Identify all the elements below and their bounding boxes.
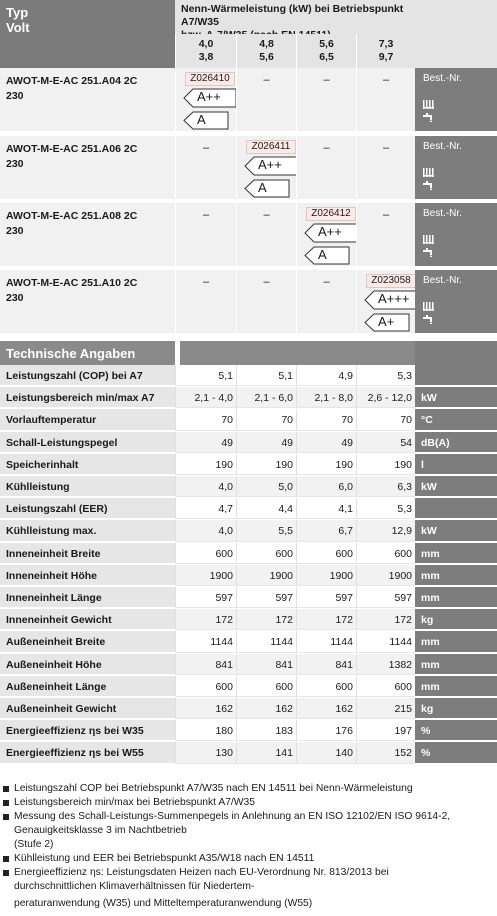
tech-row-value: 162	[296, 698, 356, 719]
tech-row-value: 176	[296, 720, 356, 741]
product-power-cell	[296, 136, 356, 201]
energy-arrow-icon	[183, 111, 229, 130]
cool-class: A	[258, 180, 267, 195]
energy-arrow-cool	[364, 313, 410, 337]
faucet-icon	[423, 181, 435, 190]
tech-row-value: 6,0	[296, 476, 356, 497]
power-column-3	[356, 34, 415, 68]
product-power-cell	[175, 270, 236, 335]
footnote-line: (Stufe 2)	[14, 839, 54, 850]
tech-row-unit: mm	[415, 654, 497, 675]
tech-row-value: 180	[175, 720, 236, 741]
product-name: AWOT-M-E-AC 251.A04 2C	[6, 75, 138, 87]
radiator-icon	[423, 235, 435, 244]
tech-row-unit: %	[415, 742, 497, 763]
tech-row-value: 600	[175, 676, 236, 697]
energy-arrow-heat	[244, 156, 298, 181]
tech-row-value: 4,1	[296, 498, 356, 519]
tech-row-label: Außeneinheit Breite	[0, 631, 175, 652]
tech-row-label: Leistungsbereich min/max A7	[0, 387, 175, 408]
empty-dash: –	[323, 142, 330, 154]
tech-row-value: 49	[236, 432, 296, 453]
tech-row-label: Leistungszahl (EER)	[0, 498, 175, 519]
energy-arrow-heat	[304, 223, 358, 248]
tech-row-value: 600	[356, 543, 415, 564]
tech-row-value: 1144	[356, 631, 415, 652]
tech-row-value: 152	[356, 742, 415, 763]
tech-row-value: 4,4	[236, 498, 296, 519]
tech-row-value: 70	[356, 409, 415, 430]
heat-class: A++	[318, 224, 342, 239]
empty-dash: –	[323, 74, 330, 86]
product-name-cell	[0, 203, 175, 268]
radiator-icon	[423, 302, 435, 311]
tech-row-value: 600	[236, 543, 296, 564]
heat-class: A++	[197, 89, 221, 104]
tech-row-value: 4,7	[175, 498, 236, 519]
tech-row-value: 1900	[175, 565, 236, 586]
product-name: AWOT-M-E-AC 251.A10 2C	[6, 277, 138, 289]
energy-arrow-cool	[304, 246, 350, 270]
tech-row-value: 172	[175, 609, 236, 630]
radiator-icon	[423, 100, 435, 109]
product-power-cell	[236, 203, 296, 268]
cool-class: A	[318, 247, 327, 262]
product-power-cell	[175, 136, 236, 201]
tech-row-label: Leistungszahl (COP) bei A7	[0, 365, 175, 386]
tech-row-label: Inneneinheit Höhe	[0, 565, 175, 586]
tech-row-value: 5,3	[356, 498, 415, 519]
power-top: 4,8	[259, 38, 274, 50]
bullet-square-icon	[3, 814, 9, 820]
power-column-1	[236, 34, 296, 68]
power-bottom: 6,5	[319, 51, 334, 63]
tech-row-label: Außeneinheit Höhe	[0, 654, 175, 675]
cool-class: A+	[378, 314, 395, 329]
tech-row-value: 54	[356, 432, 415, 453]
tech-row-unit	[415, 498, 497, 519]
tech-row-unit: mm	[415, 676, 497, 697]
tech-row-value: 190	[356, 454, 415, 475]
product-power-cell	[236, 270, 296, 335]
faucet-icon	[423, 248, 435, 257]
order-code: Z026412	[306, 207, 356, 221]
tech-row-value: 5,5	[236, 520, 296, 541]
tech-row-value: 141	[236, 742, 296, 763]
tech-row-unit: kW	[415, 387, 497, 408]
tech-row-unit: dB(A)	[415, 432, 497, 453]
tech-row-value: 1144	[296, 631, 356, 652]
order-code: Z026410	[185, 72, 235, 86]
tech-row-value: 5,0	[236, 476, 296, 497]
tech-row-unit: kg	[415, 698, 497, 719]
product-power-cell	[296, 203, 356, 268]
tech-row-value: 12,9	[356, 520, 415, 541]
tech-row-label: Inneneinheit Gewicht	[0, 609, 175, 630]
tech-row-value: 597	[236, 587, 296, 608]
tech-row-value: 215	[356, 698, 415, 719]
product-volt: 230	[6, 225, 24, 237]
product-volt: 230	[6, 90, 24, 102]
product-power-cell	[356, 68, 415, 133]
tech-row-value: 600	[236, 676, 296, 697]
footnote-line: Messung des Schall-Leistungs-Summenpegels in Anlehnung an EN ISO 12102/EN ISO 9614-2,	[14, 811, 451, 822]
tech-row-value: 5,3	[356, 365, 415, 386]
tech-row-value: 5,1	[236, 365, 296, 386]
energy-arrow-heat	[183, 88, 237, 113]
energy-arrow-icon	[244, 179, 290, 198]
tech-row-value: 2,6 - 12,0	[356, 387, 415, 408]
tech-row-value: 841	[175, 654, 236, 675]
tech-row-value: 183	[236, 720, 296, 741]
tech-row-unit	[415, 365, 497, 386]
faucet-icon	[423, 113, 435, 122]
order-label: Best.-Nr.	[423, 208, 462, 219]
radiator-icon	[423, 168, 435, 177]
bullet-square-icon	[3, 856, 9, 862]
footnote-line: durchschnittlichen Klimaverhältnissen für Niedertem-	[14, 881, 255, 892]
tech-row-value: 1900	[296, 565, 356, 586]
energy-arrow-heat	[364, 290, 418, 315]
tech-row-value: 49	[175, 432, 236, 453]
tech-row-value: 5,1	[175, 365, 236, 386]
order-number-cell	[415, 68, 497, 133]
technical-title: Technische Angaben	[0, 341, 175, 365]
footnote-line: Genauigkeitsklasse 3 im Nachtbetrieb	[14, 825, 187, 836]
order-label: Best.-Nr.	[423, 275, 462, 286]
tech-row-value: 1144	[175, 631, 236, 652]
tech-row-value: 49	[296, 432, 356, 453]
product-power-cell	[175, 203, 236, 268]
tech-row-value: 1900	[356, 565, 415, 586]
product-power-cell	[175, 68, 236, 133]
product-power-cell	[236, 136, 296, 201]
product-volt: 230	[6, 292, 24, 304]
order-number-cell	[415, 270, 497, 335]
product-name: AWOT-M-E-AC 251.A08 2C	[6, 210, 138, 222]
product-power-cell	[356, 136, 415, 201]
tech-row-label: Kühlleistung	[0, 476, 175, 497]
power-top: 4,0	[198, 38, 214, 50]
tech-row-unit: mm	[415, 565, 497, 586]
empty-dash: –	[202, 209, 210, 221]
bullet-square-icon	[3, 800, 9, 806]
empty-dash: –	[382, 74, 390, 86]
heat-class: A++	[258, 157, 282, 172]
product-name-cell	[0, 136, 175, 201]
product-power-cell	[296, 68, 356, 133]
tech-row-unit: kg	[415, 609, 497, 630]
tech-row-value: 1900	[236, 565, 296, 586]
tech-row-unit: kW	[415, 476, 497, 497]
tech-row-value: 162	[236, 698, 296, 719]
technical-title-unit	[415, 341, 497, 365]
footnote-line: Energieeffizienz ηs: Leistungsdaten Heizen nach EU-Verordnung Nr. 813/2013 bei	[14, 867, 389, 878]
power-bottom: 5,6	[259, 51, 274, 63]
tech-row-value: 841	[296, 654, 356, 675]
empty-dash: –	[263, 74, 270, 86]
tech-row-value: 6,7	[296, 520, 356, 541]
order-label: Best.-Nr.	[423, 73, 462, 84]
header-corner	[415, 0, 497, 68]
footnote-line: peraturanwendung (W35) und Mitteltemperaturanwendung (W55)	[14, 898, 313, 909]
footnote-line: Kühlleistung und EER bei Betriebspunkt A35/W18 nach EN 14511	[14, 853, 315, 864]
tech-row-value: 172	[296, 609, 356, 630]
tech-row-value: 162	[175, 698, 236, 719]
faucet-icon	[423, 315, 435, 324]
product-name-cell	[0, 68, 175, 133]
tech-row-value: 70	[236, 409, 296, 430]
tech-row-unit: mm	[415, 587, 497, 608]
power-top: 7,3	[378, 38, 394, 50]
order-code: Z023058	[366, 274, 416, 288]
footnote-line: Leistungsbereich min/max bei Betriebspunkt A7/W35	[14, 797, 255, 808]
tech-row-value: 197	[356, 720, 415, 741]
volt-label: Volt	[6, 20, 30, 35]
tech-row-value: 597	[356, 587, 415, 608]
footnote-line: Leistungszahl COP bei Betriebspunkt A7/W35 nach EN 14511 bei Nenn-Wärmeleistung	[14, 783, 413, 794]
tech-row-label: Inneneinheit Länge	[0, 587, 175, 608]
tech-row-unit: °C	[415, 409, 497, 430]
order-code: Z026411	[246, 140, 296, 154]
tech-row-value: 1382	[356, 654, 415, 675]
empty-dash: –	[263, 209, 270, 221]
order-number-cell	[415, 203, 497, 268]
empty-dash: –	[263, 276, 270, 288]
product-power-cell	[236, 68, 296, 133]
power-title-line1: Nenn-Wärmeleistung (kW) bei Betriebspunkt A7/W35	[181, 3, 404, 28]
tech-row-value: 2,1 - 8,0	[296, 387, 356, 408]
tech-row-label: Schall-Leistungspegel	[0, 432, 175, 453]
tech-row-unit: %	[415, 720, 497, 741]
technical-title-bar	[180, 341, 415, 365]
empty-dash: –	[382, 209, 390, 221]
tech-row-value: 2,1 - 4,0	[175, 387, 236, 408]
tech-row-value: 190	[296, 454, 356, 475]
tech-row-value: 70	[296, 409, 356, 430]
tech-row-label: Energieeffizienz ηs bei W35	[0, 720, 175, 741]
power-bottom: 3,8	[198, 51, 214, 63]
empty-dash: –	[382, 142, 390, 154]
tech-row-value: 70	[175, 409, 236, 430]
tech-row-value: 597	[175, 587, 236, 608]
tech-row-value: 172	[236, 609, 296, 630]
power-column-2	[296, 34, 356, 68]
power-bottom: 9,7	[378, 51, 394, 63]
tech-row-value: 841	[236, 654, 296, 675]
tech-row-label: Energieeffizienz ηs bei W55	[0, 742, 175, 763]
tech-row-value: 4,9	[296, 365, 356, 386]
tech-row-value: 597	[296, 587, 356, 608]
tech-row-value: 600	[296, 543, 356, 564]
tech-row-unit: kW	[415, 520, 497, 541]
tech-row-label: Vorlauftemperatur	[0, 409, 175, 430]
empty-dash: –	[323, 276, 330, 288]
type-volt-header	[0, 0, 175, 68]
tech-row-unit: l	[415, 454, 497, 475]
tech-row-label: Außeneinheit Länge	[0, 676, 175, 697]
tech-row-unit: mm	[415, 543, 497, 564]
product-name-cell	[0, 270, 175, 335]
tech-row-unit: mm	[415, 631, 497, 652]
tech-row-value: 1144	[236, 631, 296, 652]
tech-row-label: Kühlleistung max.	[0, 520, 175, 541]
bullet-square-icon	[3, 870, 9, 876]
empty-dash: –	[202, 142, 210, 154]
tech-row-value: 190	[236, 454, 296, 475]
heat-class: A+++	[378, 291, 410, 306]
energy-arrow-icon	[304, 246, 350, 265]
product-power-cell	[356, 203, 415, 268]
order-number-cell	[415, 136, 497, 201]
tech-row-value: 172	[356, 609, 415, 630]
empty-dash: –	[202, 276, 210, 288]
type-label: Typ	[6, 5, 29, 20]
tech-row-label: Speicherinhalt	[0, 454, 175, 475]
tech-row-value: 2,1 - 6,0	[236, 387, 296, 408]
tech-row-value: 4,0	[175, 520, 236, 541]
tech-row-value: 600	[356, 676, 415, 697]
tech-row-value: 600	[175, 543, 236, 564]
bullet-square-icon	[3, 786, 9, 792]
tech-row-value: 140	[296, 742, 356, 763]
tech-row-value: 190	[175, 454, 236, 475]
energy-arrow-cool	[183, 111, 229, 135]
tech-row-value: 6,3	[356, 476, 415, 497]
tech-row-label: Inneneinheit Breite	[0, 543, 175, 564]
power-top: 5,6	[319, 38, 334, 50]
tech-row-value: 130	[175, 742, 236, 763]
tech-row-value: 4,0	[175, 476, 236, 497]
product-volt: 230	[6, 158, 24, 170]
tech-row-value: 600	[296, 676, 356, 697]
product-power-cell	[296, 270, 356, 335]
product-name: AWOT-M-E-AC 251.A06 2C	[6, 143, 138, 155]
cool-class: A	[197, 112, 206, 127]
energy-arrow-cool	[244, 179, 290, 203]
tech-row-label: Außeneinheit Gewicht	[0, 698, 175, 719]
power-column-0	[175, 34, 236, 68]
product-power-cell	[356, 270, 415, 335]
order-label: Best.-Nr.	[423, 141, 462, 152]
power-title	[175, 0, 415, 34]
